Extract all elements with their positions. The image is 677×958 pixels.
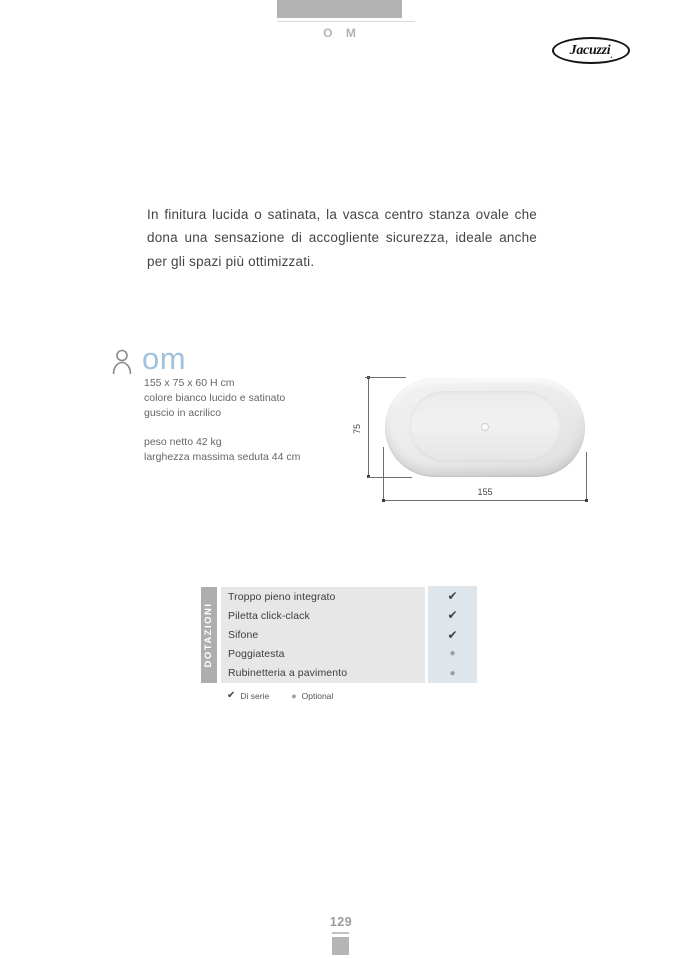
equipment-table-label: DOTAZIONI	[203, 602, 214, 668]
status-mark: ✔	[447, 627, 458, 642]
spec-weight: peso netto 42 kg	[144, 436, 222, 448]
intro-paragraph: In finitura lucida o satinata, la vasca centro stanza ovale che dona una sensazione di accogliente sicurezza, ideale anche per gli spazi più ottimizzati.	[147, 207, 537, 269]
dot-icon: ●	[291, 690, 297, 701]
spec-color: colore bianco lucido e satinato	[144, 392, 286, 404]
collection-title: O M	[323, 26, 361, 40]
depth-dimension-label: 75	[352, 424, 362, 435]
depth-ext-bottom	[368, 477, 412, 478]
person-icon	[112, 349, 132, 375]
status-mark: ●	[449, 648, 456, 660]
product-name: om	[142, 341, 187, 376]
jacuzzi-logo-text: Jacuzzi	[569, 42, 611, 58]
dim-dot	[585, 499, 588, 502]
table-row: Piletta click-clack	[228, 609, 310, 622]
spec-dimensions: 155 x 75 x 60 H cm	[144, 377, 235, 389]
footer-divider	[332, 932, 349, 934]
bathtub-drain	[481, 423, 489, 431]
status-mark: ✔	[447, 608, 458, 623]
equipment-status-column	[428, 586, 477, 683]
jacuzzi-logo	[552, 37, 630, 64]
depth-dim-line	[368, 377, 369, 477]
jacuzzi-logo-mark: .	[610, 51, 613, 60]
equipment-table-label-box	[201, 587, 217, 683]
table-row: Rubinetteria a pavimento	[228, 667, 348, 680]
legend-item-standard	[227, 690, 269, 701]
check-icon: ✔	[227, 690, 236, 701]
header-bar	[277, 0, 402, 18]
footer-square	[332, 937, 349, 955]
table-row: Sifone	[228, 629, 259, 641]
status-mark: ✔	[447, 588, 458, 603]
product-specs	[144, 376, 300, 465]
legend-label: Optional	[301, 690, 334, 701]
depth-ext-top	[365, 377, 406, 378]
table-row: Troppo pieno integrato	[228, 590, 336, 603]
equipment-table	[221, 587, 425, 683]
dim-dot	[382, 499, 385, 502]
table-legend	[227, 690, 333, 701]
header-divider	[277, 21, 415, 22]
width-dim-line	[383, 500, 587, 501]
status-mark: ●	[449, 667, 456, 679]
table-row: Poggiatesta	[228, 648, 285, 661]
bathtub-top-view	[385, 378, 585, 477]
spec-seat-width: larghezza massima seduta 44 cm	[144, 451, 301, 463]
legend-item-optional	[291, 691, 333, 701]
legend-label: Di serie	[240, 690, 270, 701]
page-number: 129	[329, 915, 353, 929]
width-dimension-label: 155	[477, 487, 493, 497]
spec-shell: guscio in acrilico	[144, 407, 222, 419]
